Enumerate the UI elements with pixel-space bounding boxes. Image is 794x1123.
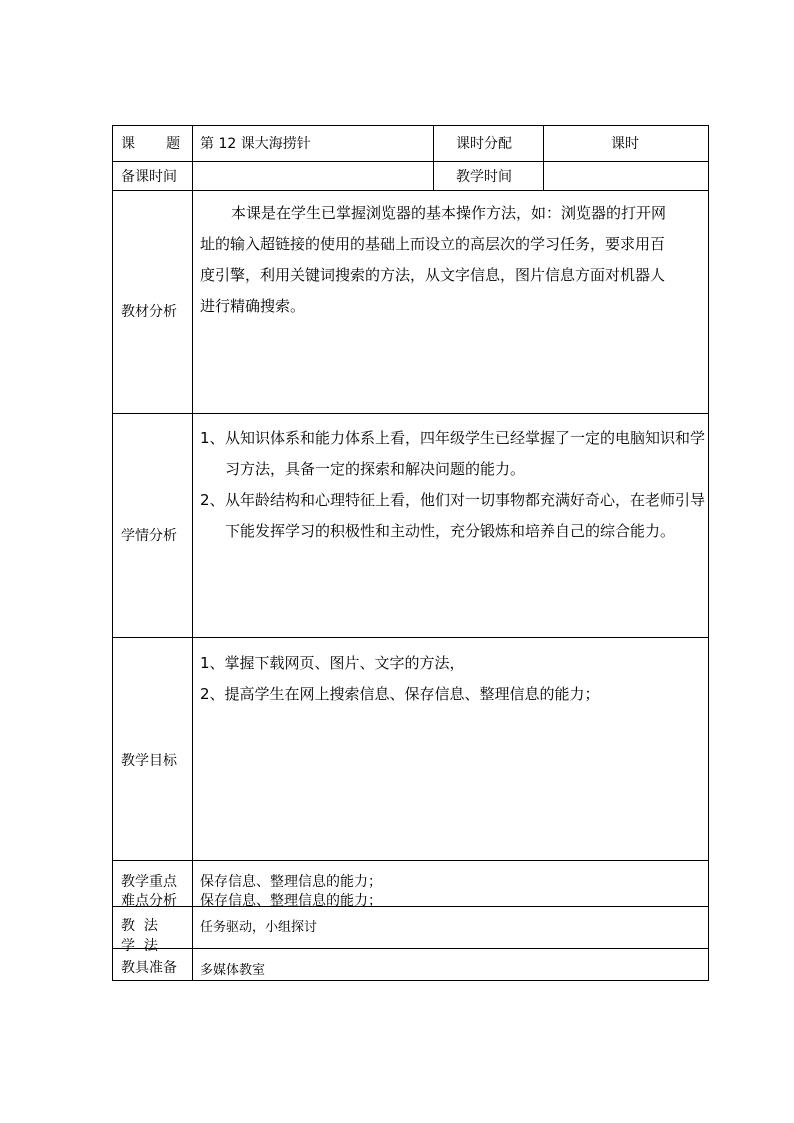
methods-text: 任务驱动，小组探讨 [200, 920, 318, 935]
material-analysis-label: 教材分析 [121, 304, 177, 320]
row-divider [113, 190, 708, 191]
prep-time-label: 备课时间 [121, 169, 177, 185]
teaching-goals-label: 教学目标 [121, 753, 177, 769]
column-divider [433, 126, 434, 190]
item-text: 从年龄结构和心理特征上看，他们对一切事物都充满好奇心，在老师引导下能发挥学习的积极性和主动性，充分锻炼和培养自己的综合能力。 [225, 491, 706, 540]
goal-item: 1、掌握下载网页、图片、文字的方法， [200, 654, 465, 672]
student-analysis-item [200, 485, 706, 547]
material-analysis-text [200, 198, 706, 322]
item-text: 从知识体系和能力体系上看，四年级学生已经掌握了一定的电脑知识和学习方法，具备一定的探索和解决问题的能力。 [225, 429, 706, 478]
period-allocation-value: 课时 [611, 136, 639, 152]
teaching-aids-label: 教具准备 [121, 960, 177, 976]
column-divider [543, 126, 544, 190]
item-number: 2、 [200, 491, 225, 509]
row-divider [113, 413, 708, 414]
difficulty-analysis-text: 保存信息、整理信息的能力； [200, 893, 382, 909]
row-divider [113, 860, 708, 861]
row-divider [113, 637, 708, 638]
learning-method-label: 学 法 [121, 938, 158, 954]
row-divider [113, 948, 708, 949]
item-number: 1、 [200, 429, 225, 447]
student-analysis-item [200, 423, 706, 485]
teaching-aids-text: 多媒体教室 [200, 963, 266, 978]
material-line: 度引擎，利用关键词搜索的方法，从文字信息，图片信息方面对机器人 [200, 266, 666, 284]
goal-item: 2、提高学生在网上搜索信息、保存信息、整理信息的能力； [200, 685, 600, 703]
key-points-text: 保存信息、整理信息的能力； [200, 874, 382, 890]
difficulty-analysis-label: 难点分析 [121, 893, 177, 909]
row-divider [113, 161, 708, 162]
lesson-title: 第 12 课大海捞针 [200, 136, 311, 152]
material-line: 进行精确搜索。 [200, 297, 306, 315]
period-allocation-label: 课时分配 [456, 136, 512, 152]
lesson-label: 课 题 [121, 136, 181, 152]
teaching-time-label: 教学时间 [456, 169, 512, 185]
lesson-plan-table [112, 125, 709, 981]
student-analysis-label: 学情分析 [121, 528, 177, 544]
material-line: 本课是在学生已掌握浏览器的基本操作方法，如：浏览器的打开网 [231, 204, 667, 222]
material-line: 址的输入超链接的使用的基础上而设立的高层次的学习任务，要求用百 [200, 235, 666, 253]
column-divider [192, 126, 193, 981]
key-points-label: 教学重点 [121, 874, 177, 890]
teaching-method-label: 教 法 [121, 918, 158, 934]
